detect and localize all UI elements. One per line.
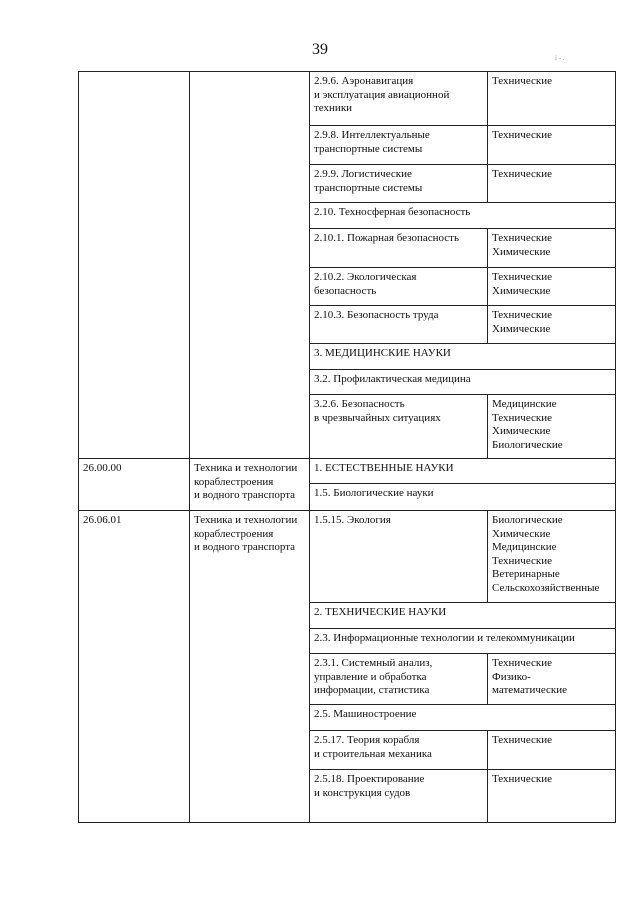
name-cell: Техника и технологии кораблестроения и водного транспорта [190, 459, 310, 511]
branch-cell: Технические Физико- математические [488, 654, 616, 705]
specialty-cell: 2.10.1. Пожарная безопасность [310, 229, 488, 268]
specialty-cell: 2.5.17. Теория корабля и строительная механика [310, 731, 488, 770]
specialty-correspondence-table [78, 71, 616, 823]
specialty-cell: 2.9.9. Логистические транспортные системы [310, 165, 488, 203]
group-heading-cell: 1. ЕСТЕСТВЕННЫЕ НАУКИ [310, 459, 616, 484]
branch-cell: Технические [488, 165, 616, 203]
specialty-cell: 2.9.8. Интеллектуальные транспортные системы [310, 126, 488, 165]
page-corner-mark: i - . [555, 54, 565, 62]
group-heading-cell: 3.2. Профилактическая медицина [310, 370, 616, 395]
code-cell: 26.06.01 [79, 511, 190, 823]
group-heading-cell: 2.5. Машиностроение [310, 705, 616, 731]
branch-cell: Технические [488, 72, 616, 126]
code-cell-empty [79, 72, 190, 459]
specialty-cell: 2.10.2. Экологическая безопасность [310, 268, 488, 306]
group-heading-cell: 2.3. Информационные технологии и телекоммуникации [310, 629, 616, 654]
branch-cell: Технические [488, 126, 616, 165]
group-heading-cell: 2. ТЕХНИЧЕСКИЕ НАУКИ [310, 603, 616, 629]
specialty-cell: 2.3.1. Системный анализ, управление и обработка информации, статистика [310, 654, 488, 705]
branch-cell: Технические [488, 770, 616, 823]
specialty-cell: 2.10.3. Безопасность труда [310, 306, 488, 344]
branch-cell: Технические Химические [488, 268, 616, 306]
group-heading-cell: 2.10. Техносферная безопасность [310, 203, 616, 229]
table-row [79, 72, 616, 126]
table-row [79, 511, 616, 603]
branch-cell: Медицинские Технические Химические Биологические [488, 395, 616, 459]
specialty-cell: 2.9.6. Аэронавигация и эксплуатация авиационной техники [310, 72, 488, 126]
branch-cell: Технические Химические [488, 229, 616, 268]
branch-cell: Биологические Химические Медицинские Технические Ветеринарные Сельскохозяйственные [488, 511, 616, 603]
page-number: 39 [312, 41, 328, 58]
name-cell-empty [190, 72, 310, 459]
code-cell: 26.00.00 [79, 459, 190, 511]
group-heading-cell: 1.5. Биологические науки [310, 484, 616, 511]
specialty-cell: 3.2.6. Безопасность в чрезвычайных ситуациях [310, 395, 488, 459]
specialty-cell: 2.5.18. Проектирование и конструкция судов [310, 770, 488, 823]
group-heading-cell: 3. МЕДИЦИНСКИЕ НАУКИ [310, 344, 616, 370]
branch-cell: Технические [488, 731, 616, 770]
name-cell: Техника и технологии кораблестроения и водного транспорта [190, 511, 310, 823]
branch-cell: Технические Химические [488, 306, 616, 344]
table-row [79, 459, 616, 484]
specialty-cell: 1.5.15. Экология [310, 511, 488, 603]
